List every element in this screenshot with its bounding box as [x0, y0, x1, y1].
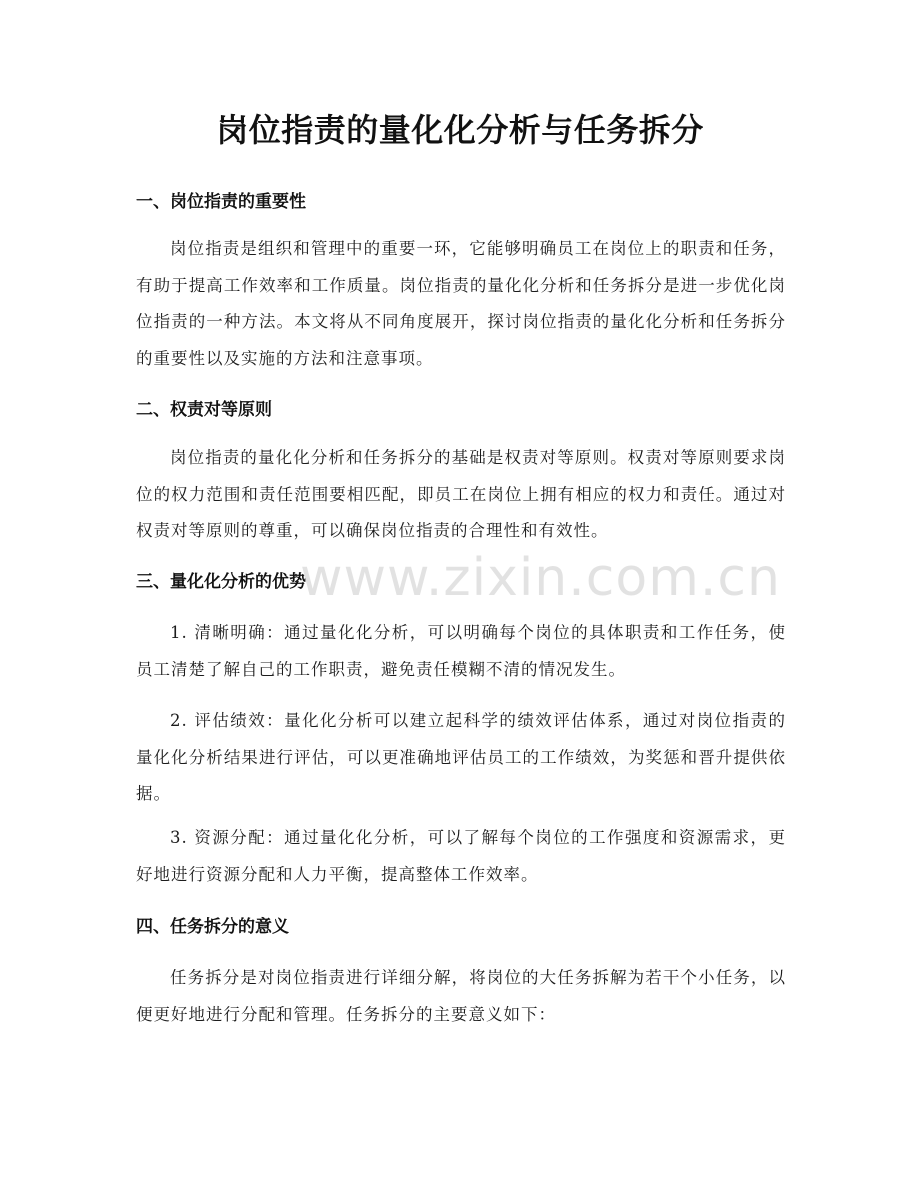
- watermark: www.zixin.com.cn: [300, 548, 781, 608]
- section-heading-importance: 一、岗位指责的重要性: [136, 192, 306, 212]
- section-heading-quantification-advantages: 三、量化化分析的优势: [136, 572, 306, 592]
- section-paragraph: 岗位指责的量化化分析和任务拆分的基础是权责对等原则。权责对等原则要求岗位的权力范围和责任范围要相匹配，即员工在岗位上拥有相应的权力和责任。通过对权责对等原则的尊重，可以确保岗位指责的合理性和有效性。: [136, 448, 786, 540]
- list-item-paragraph: 3. 资源分配：通过量化化分析，可以了解每个岗位的工作强度和资源需求，更好地进行资源分配和人力平衡，提高整体工作效率。: [136, 828, 786, 884]
- section-paragraph: 岗位指责是组织和管理中的重要一环，它能够明确员工在岗位上的职责和任务，有助于提高工作效率和工作质量。岗位指责的量化化分析和任务拆分是进一步优化岗位指责的一种方法。本文将从不同角度展开，探讨岗位指责的量化化分析和任务拆分的重要性以及实施的方法和注意事项。: [136, 239, 786, 368]
- section-heading-authority-principle: 二、权责对等原则: [136, 400, 272, 420]
- section-paragraph: 任务拆分是对岗位指责进行详细分解，将岗位的大任务拆解为若干个小任务，以便更好地进行分配和管理。任务拆分的主要意义如下：: [136, 968, 786, 1024]
- list-item-paragraph: 1. 清晰明确：通过量化化分析，可以明确每个岗位的具体职责和工作任务，使员工清楚了解自己的工作职责，避免责任模糊不清的情况发生。: [136, 623, 786, 679]
- section-heading-task-breakdown: 四、任务拆分的意义: [136, 917, 289, 937]
- document-title: 岗位指责的量化化分析与任务拆分: [216, 111, 704, 149]
- list-item-paragraph: 2. 评估绩效：量化化分析可以建立起科学的绩效评估体系，通过对岗位指责的量化化分析结果进行评估，可以更准确地评估员工的工作绩效，为奖惩和晋升提供依据。: [136, 711, 786, 803]
